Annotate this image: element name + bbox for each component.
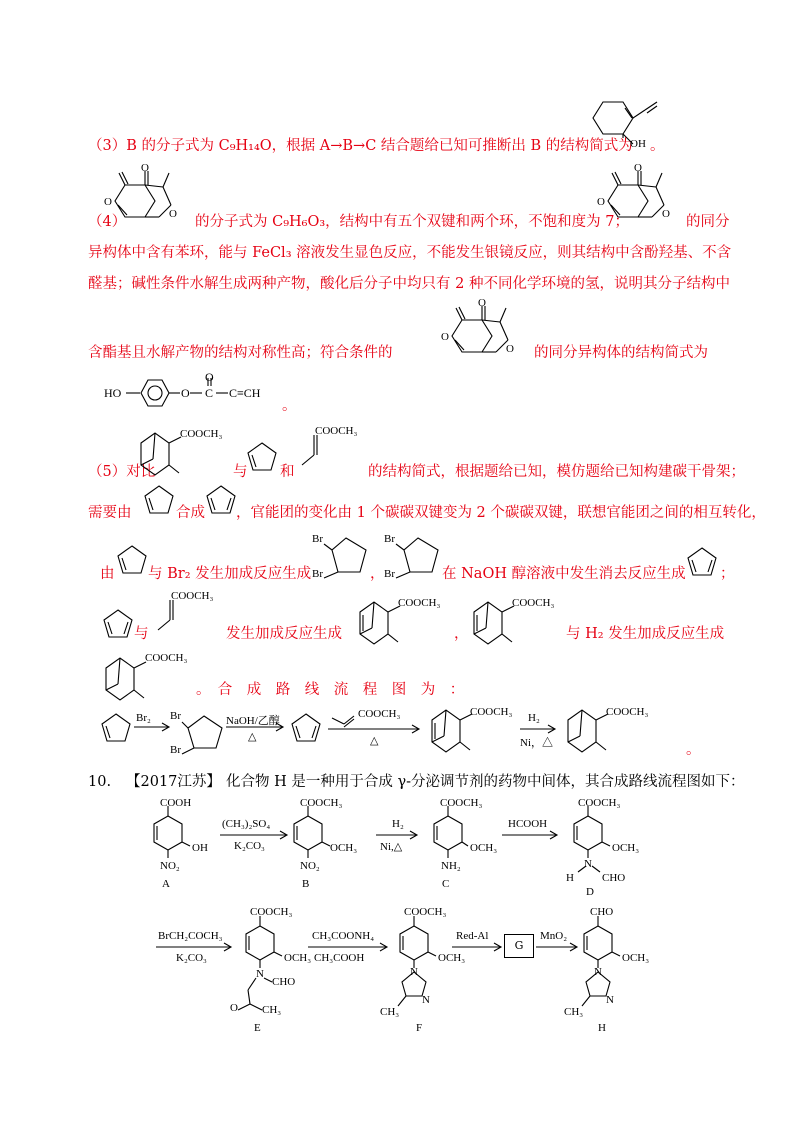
e-o: O	[230, 1002, 238, 1014]
route-cyclopentene	[100, 712, 132, 744]
e-och3: OCH₃	[284, 952, 312, 964]
structure-cyclopentadiene-1	[205, 484, 237, 516]
route-br-2: Br	[170, 744, 181, 756]
c-och3: OCH₃	[470, 842, 498, 854]
part5-comma-1: ，	[370, 566, 385, 582]
br-label-2: Br	[312, 568, 323, 580]
compound-g-box: G	[504, 934, 534, 958]
h-och3: OCH₃	[622, 952, 650, 964]
route-cooch3-1: COOCH₃	[358, 708, 401, 720]
part5-line2b: 合成	[176, 505, 205, 521]
svg-text:O: O	[506, 343, 514, 355]
svg-text:O: O	[597, 196, 605, 208]
arrow-2	[374, 830, 420, 840]
e-cooch3: COOCH₃	[250, 906, 293, 918]
ester-alkyne: C≡CH	[229, 386, 261, 400]
f-n1: N	[410, 966, 418, 978]
part4-line2: 异构体中含有苯环，能与 FeCl₃ 溶液发生显色反应，不能发生银镜反应，则其结构中含酚羟基、不含	[88, 245, 732, 261]
a-cooh: COOH	[160, 797, 192, 809]
route-delta-1: △	[248, 731, 257, 743]
e-ch3: CH₃	[262, 1004, 282, 1016]
route-arrow-1	[132, 722, 172, 732]
h-n1: N	[594, 966, 602, 978]
part5-line3b: 与 Br₂ 发生加成反应生成	[148, 566, 312, 582]
ester-o1: O	[181, 386, 190, 400]
svg-text:O: O	[662, 208, 670, 220]
b-no2: NO₂	[300, 860, 320, 872]
ester-o2: O	[205, 370, 214, 384]
structure-furanone-3	[440, 297, 532, 362]
b-och3: OCH₃	[330, 842, 358, 854]
d-cooch3: COOCH₃	[578, 797, 621, 809]
route-br-1: Br	[170, 710, 181, 722]
route-cooch3-2: COOCH₃	[470, 706, 513, 718]
route-arrow-4	[518, 724, 558, 734]
f-cooch3: COOCH₃	[404, 906, 447, 918]
svg-text:O: O	[104, 196, 112, 208]
structure-cyclopentadiene-2	[686, 546, 718, 578]
c-nh2: NH₂	[441, 860, 461, 872]
h-n2: N	[606, 994, 614, 1006]
svg-text:O: O	[478, 297, 486, 309]
route-arrow-3	[326, 724, 422, 734]
part4-end: 。	[282, 398, 297, 414]
b-label: B	[302, 878, 310, 890]
structure-cyclopentene-1	[246, 441, 278, 473]
h-label: H	[598, 1022, 606, 1034]
structure-dibromocyclopentane-1	[318, 528, 374, 588]
part5-line5: 。 合 成 路 线 流 程 图 为 ：	[196, 682, 465, 698]
d-och3: OCH₃	[612, 842, 640, 854]
part3-text: （3）B 的分子式为 C₉H₁₄O，根据 A→B→C 结合题给已知可推断出 B 的结构简式为	[88, 138, 633, 154]
route-naoh: NaOH/乙醇	[226, 715, 280, 727]
arrow-3	[500, 830, 560, 840]
arrow4-top: BrCH₂COCH₃	[158, 930, 223, 942]
a-label: A	[162, 878, 170, 890]
part5-line1: 的结构简式，根据题给已知，模仿题给已知构建碳干骨架；	[368, 464, 745, 480]
svg-text:O: O	[634, 162, 642, 174]
structure-cyclopentene-3	[116, 544, 148, 576]
p5-cooch3-5: COOCH₃	[512, 597, 555, 609]
route-ni: Ni，△	[520, 737, 553, 749]
route-delta-2: △	[370, 735, 379, 747]
route-h2: H₂	[528, 712, 540, 724]
br-label-1: Br	[312, 533, 323, 545]
part5-line3a: 由	[100, 566, 115, 582]
part5-he: 和	[280, 464, 295, 480]
arrow1-top: (CH₃)₂SO₄	[222, 818, 271, 830]
arrow-1	[218, 830, 290, 840]
arrow7-top: MnO₂	[540, 930, 568, 942]
part5-yu-1: 与	[233, 464, 248, 480]
arrow4-bottom: K₂CO₃	[176, 952, 207, 964]
part5-end: 。	[686, 742, 701, 758]
d-n: N	[584, 858, 592, 870]
d-cho: CHO	[602, 872, 626, 884]
part4-num: （4）	[88, 214, 127, 230]
b-oh-label: OH	[630, 138, 646, 150]
h-structure	[570, 910, 670, 1020]
arrow-5	[306, 942, 390, 952]
part4-line1b: 的同分	[686, 214, 730, 230]
route-dibromide	[176, 708, 232, 764]
arrow5-top: CH₃COONH₄	[312, 930, 375, 942]
svg-text:O: O	[169, 208, 177, 220]
d-label: D	[586, 886, 594, 898]
f-och3: OCH₃	[438, 952, 466, 964]
part5-line4a: 与	[134, 626, 149, 642]
q10-source-tag: 【2017江苏】	[126, 774, 221, 790]
structure-dibromocyclopentane-2	[390, 528, 446, 588]
p5-cooch3-2: COOCH₃	[315, 425, 358, 437]
svg-text:O: O	[141, 162, 149, 174]
q10-stem: 化合物 H 是一种用于合成 γ-分泌调节剂的药物中间体，其合成路线流程图如下：	[226, 774, 745, 790]
arrow5-bottom: CH₃COOH	[314, 952, 365, 964]
part4-line4a: 含酯基且水解产物的结构对称性高；符合条件的	[88, 345, 393, 361]
f-structure	[386, 910, 489, 1020]
part3-end: 。	[650, 138, 665, 154]
arrow6-top: Red-Al	[456, 930, 489, 942]
part5-semi: ；	[720, 566, 735, 582]
p5-cooch3-3: COOCH₃	[171, 590, 214, 602]
arrow2-bottom: Ni,△	[380, 841, 403, 853]
svg-text:O: O	[441, 331, 449, 343]
ester-ho: HO	[104, 386, 122, 400]
f-n2: N	[422, 994, 430, 1006]
arrow-6	[450, 942, 504, 952]
f-label: F	[416, 1022, 423, 1034]
h-ch3: CH₃	[564, 1006, 584, 1018]
b-cooch3: COOCH₃	[300, 797, 343, 809]
part5-comma-2: ，	[454, 626, 469, 642]
a-oh: OH	[192, 842, 208, 854]
e-n: N	[256, 968, 264, 980]
structure-ester	[124, 374, 304, 410]
c-cooch3: COOCH₃	[440, 797, 483, 809]
p5-cooch3-4: COOCH₃	[398, 597, 441, 609]
p5-cooch3-1: COOCH₃	[180, 428, 223, 440]
arrow1-bottom: K₂CO₃	[234, 840, 265, 852]
e-cho: CHO	[272, 976, 296, 988]
structure-cyclopentene-2	[143, 484, 175, 516]
part4-line4b: 的同分异构体的结构简式为	[534, 345, 708, 361]
arrow3-top: HCOOH	[508, 818, 548, 830]
part4-line1a: 的分子式为 C₉H₆O₃，结构中有五个双键和两个环，不饱和度为 7；	[195, 214, 630, 230]
part5-line2a: 需要由	[88, 505, 132, 521]
part5-line4c: 与 H₂ 发生加成反应生成	[566, 626, 725, 642]
arrow2-top: H₂	[392, 818, 404, 830]
part5-line4b: 发生加成反应生成	[226, 626, 342, 642]
structure-furanone-2	[596, 162, 688, 227]
part5-line2c: ，官能团的变化由 1 个碳碳双键变为 2 个碳碳双键，联想官能团之间的相互转化，	[236, 505, 766, 521]
part4-line3: 醛基；碱性条件水解生成两种产物，酸化后分子中均只有 2 种不同化学环境的氢，说明其分子结构中	[88, 276, 730, 292]
part5-num: （5）对比	[88, 464, 156, 480]
d-h: H	[566, 872, 574, 884]
c-label: C	[442, 878, 450, 890]
route-cyclopentadiene	[290, 712, 322, 744]
part5-line3c: 在 NaOH 醇溶液中发生消去反应生成	[442, 566, 686, 582]
br-label-4: Br	[384, 568, 395, 580]
structure-furanone-1	[103, 162, 195, 227]
structure-cyclopentadiene-3	[102, 608, 134, 640]
f-ch3: CH₃	[380, 1006, 400, 1018]
route-cooch3-3: COOCH₃	[606, 706, 649, 718]
e-label: E	[254, 1022, 261, 1034]
a-no2: NO₂	[160, 860, 180, 872]
q10-number: 10.	[88, 774, 112, 790]
h-cho: CHO	[590, 906, 614, 918]
route-br2: Br₂	[136, 712, 151, 724]
p5-cooch3-6: COOCH₃	[145, 652, 188, 664]
ester-c: C	[205, 386, 214, 400]
br-label-3: Br	[384, 533, 395, 545]
